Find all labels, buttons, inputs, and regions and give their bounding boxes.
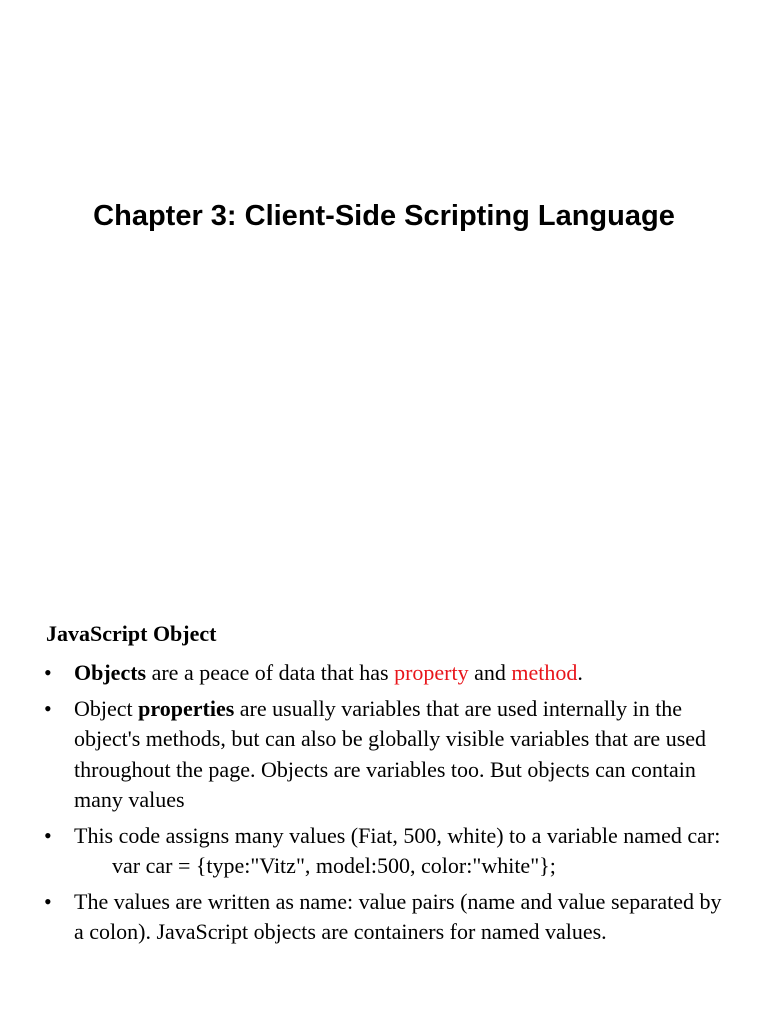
chapter-title: Chapter 3: Client-Side Scripting Language xyxy=(93,200,675,232)
highlight-property: property xyxy=(394,660,469,685)
bullet-text: . xyxy=(577,660,583,685)
bullet-item-name-value xyxy=(44,887,734,948)
bullet-item-properties xyxy=(44,694,734,816)
bullet-list xyxy=(44,658,734,953)
code-example: var car = {type:"Vitz", model:500, color:"white"}; xyxy=(112,853,556,878)
bullet-icon: • xyxy=(44,822,52,848)
bullet-text: are a peace of data that has xyxy=(146,660,395,685)
bullet-item-code xyxy=(44,821,734,882)
bullet-icon: • xyxy=(44,695,52,721)
bullet-text: are usually variables that are used internally in the object's methods, but can also be globally visible variables that are used throughout the page. Objects are variables too. But objects can contain many values xyxy=(74,695,707,812)
term-properties: properties xyxy=(138,695,235,721)
bullet-text: The values are written as name: value pairs (name and value separated by a colon). JavaScript objects are containers for named values. xyxy=(74,888,722,944)
bullet-icon: • xyxy=(44,660,52,685)
bullet-text: This code assigns many values (Fiat, 500, white) to a variable named car: xyxy=(74,822,721,848)
content-slide xyxy=(0,600,768,1024)
highlight-method: method xyxy=(511,660,578,685)
bullet-text: and xyxy=(468,660,512,685)
bullet-text: Object xyxy=(74,695,139,721)
section-heading: JavaScript Object xyxy=(46,621,217,646)
bullet-icon: • xyxy=(44,888,52,914)
bullet-item-objects xyxy=(44,658,734,689)
term-objects: Objects xyxy=(74,660,147,685)
